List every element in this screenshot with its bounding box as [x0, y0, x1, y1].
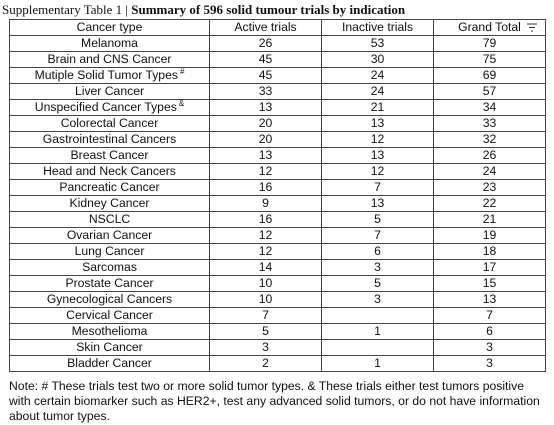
cell-cancer-type	[10, 52, 210, 68]
cancer-type-label: Cervical Cancer	[66, 308, 153, 322]
header-active-trials: Active trials	[210, 20, 322, 36]
footnote-marker: &	[178, 99, 185, 108]
cell-grand-total: 57	[434, 84, 546, 100]
cell-cancer-type	[10, 228, 210, 244]
cell-cancer-type	[10, 212, 210, 228]
cell-active-trials: 13	[210, 100, 322, 116]
cell-active-trials: 3	[210, 340, 322, 356]
table-row	[10, 260, 546, 276]
cell-active-trials: 16	[210, 212, 322, 228]
table-row	[10, 340, 546, 356]
table-row	[10, 324, 546, 340]
cell-grand-total: 7	[434, 308, 546, 324]
cancer-type-label: Mesothelioma	[71, 324, 148, 338]
table-row	[10, 228, 546, 244]
table-body	[10, 36, 546, 372]
cell-cancer-type	[10, 68, 210, 84]
footnote-marker: #	[179, 67, 185, 76]
cell-inactive-trials: 13	[322, 148, 434, 164]
cell-cancer-type	[10, 180, 210, 196]
table-header-row	[10, 20, 546, 36]
cancer-type-label: Liver Cancer	[74, 84, 145, 98]
cell-active-trials: 10	[210, 292, 322, 308]
cancer-type-label: Melanoma	[81, 36, 138, 50]
cell-inactive-trials: 6	[322, 244, 434, 260]
table-row	[10, 244, 546, 260]
table-row	[10, 276, 546, 292]
cell-inactive-trials: 13	[322, 116, 434, 132]
cell-grand-total: 26	[434, 148, 546, 164]
table-row	[10, 116, 546, 132]
cell-active-trials: 14	[210, 260, 322, 276]
header-grand-total-label: Grand Total	[458, 20, 521, 34]
cancer-type-label: Kidney Cancer	[69, 196, 150, 210]
table-row	[10, 68, 546, 84]
cell-cancer-type	[10, 116, 210, 132]
cell-active-trials: 2	[210, 356, 322, 372]
cell-grand-total: 21	[434, 212, 546, 228]
cell-inactive-trials: 30	[322, 52, 434, 68]
cancer-type-label: Brain and CNS Cancer	[47, 52, 172, 66]
cell-grand-total: 23	[434, 180, 546, 196]
cell-grand-total: 22	[434, 196, 546, 212]
cell-inactive-trials: 12	[322, 164, 434, 180]
cell-inactive-trials: 12	[322, 132, 434, 148]
cell-active-trials: 13	[210, 148, 322, 164]
table-caption	[2, 2, 405, 17]
cell-cancer-type	[10, 36, 210, 52]
caption-title: Summary of 596 solid tumour trials by indication	[131, 2, 406, 17]
cell-active-trials: 12	[210, 244, 322, 260]
table-row	[10, 52, 546, 68]
cell-cancer-type	[10, 260, 210, 276]
cell-active-trials: 12	[210, 164, 322, 180]
table-row	[10, 84, 546, 100]
cell-inactive-trials: 1	[322, 356, 434, 372]
cancer-type-label: Skin Cancer	[76, 340, 143, 354]
table-row	[10, 180, 546, 196]
cancer-type-label: Pancreatic Cancer	[59, 180, 160, 194]
cell-grand-total: 18	[434, 244, 546, 260]
table-row	[10, 196, 546, 212]
cell-active-trials: 45	[210, 68, 322, 84]
cancer-type-label: Ovarian Cancer	[66, 228, 153, 242]
cell-active-trials: 26	[210, 36, 322, 52]
table-row	[10, 164, 546, 180]
table-row	[10, 356, 546, 372]
cell-inactive-trials: 1	[322, 324, 434, 340]
cell-inactive-trials: 3	[322, 292, 434, 308]
cell-inactive-trials	[322, 340, 434, 356]
cell-active-trials: 10	[210, 276, 322, 292]
cell-grand-total: 32	[434, 132, 546, 148]
cell-cancer-type	[10, 196, 210, 212]
cell-grand-total: 19	[434, 228, 546, 244]
cell-grand-total: 17	[434, 260, 546, 276]
cell-inactive-trials: 5	[322, 276, 434, 292]
cell-grand-total: 15	[434, 276, 546, 292]
cancer-type-label: Gastrointestinal Cancers	[42, 132, 177, 146]
cell-inactive-trials: 7	[322, 180, 434, 196]
cancer-type-label: Breast Cancer	[70, 148, 149, 162]
table-row	[10, 292, 546, 308]
cell-cancer-type	[10, 340, 210, 356]
cell-inactive-trials	[322, 308, 434, 324]
table-row	[10, 148, 546, 164]
header-cancer-type: Cancer type	[10, 20, 210, 36]
cell-inactive-trials: 7	[322, 228, 434, 244]
filter-icon[interactable]	[527, 23, 537, 32]
cell-active-trials: 9	[210, 196, 322, 212]
cell-cancer-type	[10, 356, 210, 372]
cell-cancer-type	[10, 292, 210, 308]
cell-grand-total: 24	[434, 164, 546, 180]
header-grand-total[interactable]	[434, 20, 546, 36]
footnote: Note: # These trials test two or more solid tumor types. & These trials either test tumors positive with certain biomarker such as HER2+, test any advanced solid tumors, or do not have information about tumor types.	[9, 379, 540, 423]
cell-grand-total: 33	[434, 116, 546, 132]
cell-inactive-trials: 24	[322, 84, 434, 100]
cell-grand-total: 3	[434, 340, 546, 356]
table-row	[10, 212, 546, 228]
cell-grand-total: 69	[434, 68, 546, 84]
cancer-type-label: Bladder Cancer	[67, 356, 152, 370]
cell-active-trials: 20	[210, 116, 322, 132]
cancer-type-label: Prostate Cancer	[65, 276, 154, 290]
table-row	[10, 132, 546, 148]
solid-tumour-trials-table	[9, 19, 546, 372]
cancer-type-label: Sarcomas	[82, 260, 137, 274]
cancer-type-label: Lung Cancer	[74, 244, 145, 258]
cancer-type-label: Head and Neck Cancers	[43, 164, 176, 178]
cell-cancer-type	[10, 100, 210, 116]
cell-grand-total: 79	[434, 36, 546, 52]
cell-active-trials: 20	[210, 132, 322, 148]
cell-grand-total: 13	[434, 292, 546, 308]
cell-cancer-type	[10, 324, 210, 340]
cell-cancer-type	[10, 276, 210, 292]
cancer-type-label: Unspecified Cancer Types	[34, 100, 177, 114]
cell-grand-total: 6	[434, 324, 546, 340]
cell-cancer-type	[10, 244, 210, 260]
table-row	[10, 36, 546, 52]
cell-active-trials: 12	[210, 228, 322, 244]
cell-inactive-trials: 13	[322, 196, 434, 212]
header-inactive-trials: Inactive trials	[322, 20, 434, 36]
cell-inactive-trials: 21	[322, 100, 434, 116]
cell-inactive-trials: 24	[322, 68, 434, 84]
cancer-type-label: NSCLC	[88, 212, 131, 226]
cell-active-trials: 33	[210, 84, 322, 100]
cell-cancer-type	[10, 132, 210, 148]
cancer-type-label: Gynecological Cancers	[46, 292, 173, 306]
table-row	[10, 308, 546, 324]
cell-cancer-type	[10, 164, 210, 180]
cell-grand-total: 3	[434, 356, 546, 372]
table-row	[10, 100, 546, 116]
cell-inactive-trials: 53	[322, 36, 434, 52]
cancer-type-label: Colorectal Cancer	[60, 116, 159, 130]
cell-active-trials: 45	[210, 52, 322, 68]
cell-cancer-type	[10, 84, 210, 100]
cell-active-trials: 5	[210, 324, 322, 340]
cell-cancer-type	[10, 308, 210, 324]
cell-active-trials: 16	[210, 180, 322, 196]
cell-active-trials: 7	[210, 308, 322, 324]
cell-inactive-trials: 5	[322, 212, 434, 228]
caption-prefix: Supplementary Table 1 |	[2, 2, 132, 17]
cell-inactive-trials: 3	[322, 260, 434, 276]
cell-cancer-type	[10, 148, 210, 164]
cell-grand-total: 34	[434, 100, 546, 116]
cancer-type-label: Mutiple Solid Tumor Types	[34, 68, 178, 82]
cell-grand-total: 75	[434, 52, 546, 68]
